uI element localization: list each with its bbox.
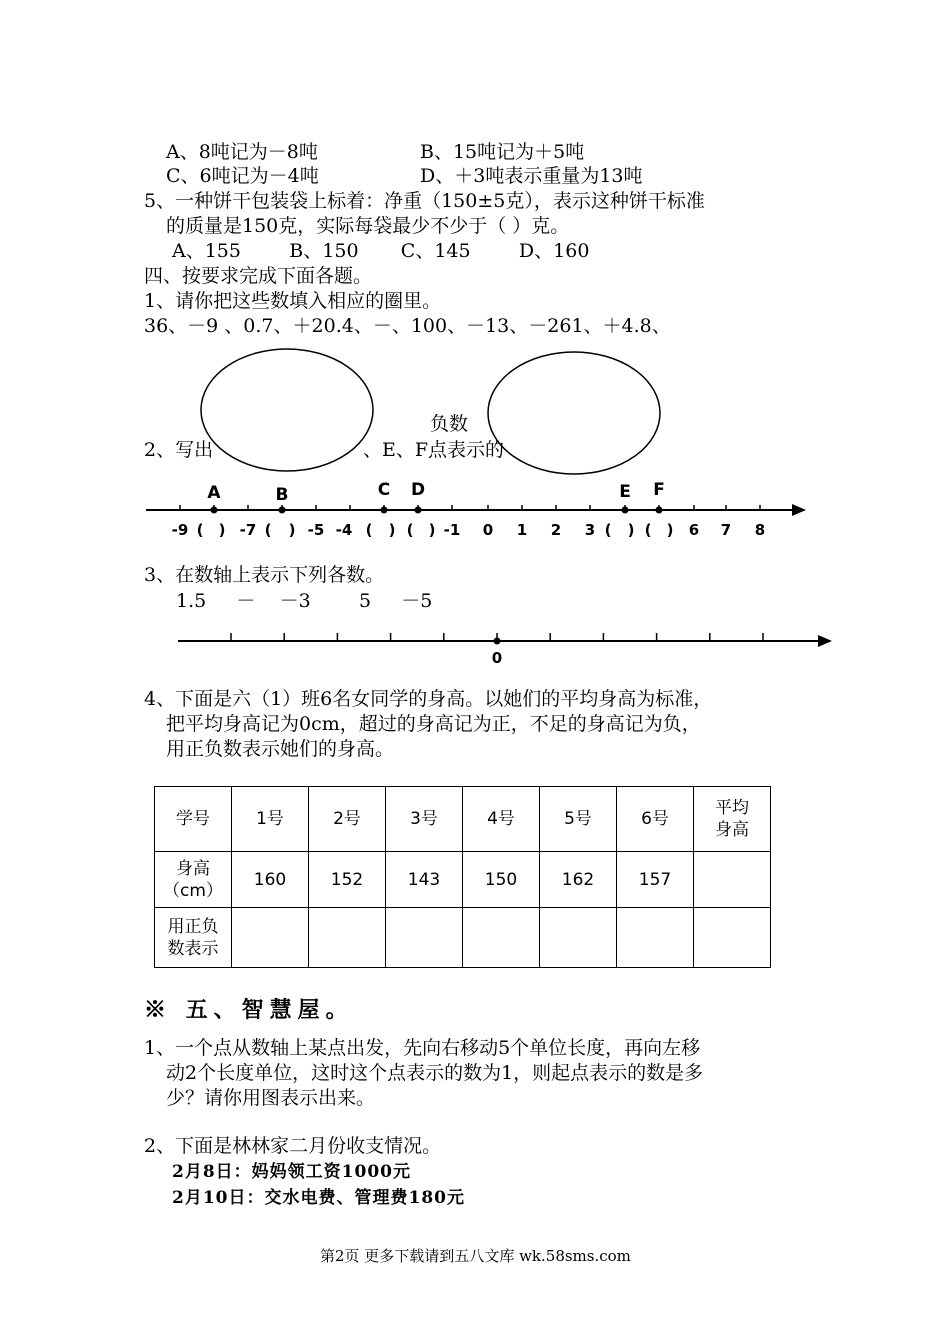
option-d: D、＋3吨表示重量为13吨 bbox=[420, 165, 643, 187]
height-cell[interactable] bbox=[694, 852, 771, 908]
income-item-1: 2月8日：妈妈领工资1000元 bbox=[172, 1162, 411, 1182]
problem-3-numbers: 1.5 － －3 5 －5 bbox=[176, 590, 433, 612]
section-5-q1-line2: 动2个长度单位，这时这个点表示的数为1，则起点表示的数是多 bbox=[166, 1062, 704, 1084]
problem-4-line1: 4、下面是六（1）班6名女同学的身高。以她们的平均身高为标准， bbox=[144, 688, 713, 710]
answer-cell[interactable] bbox=[540, 908, 617, 968]
answer-cell[interactable] bbox=[694, 908, 771, 968]
number-line-1-tick-label: -7 bbox=[239, 521, 257, 539]
problem-2-start: 2、写出 bbox=[144, 439, 214, 461]
height-cell: 152 bbox=[309, 852, 386, 908]
number-line-1-tick-label: -1 bbox=[443, 521, 461, 539]
number-line-2-arrow bbox=[818, 635, 832, 647]
number-line-1-tick-label: 1 bbox=[516, 521, 528, 539]
problem-1-numbers: 36、－9 、0.7、＋20.4、－、100、－13、－261、＋4.8、 bbox=[144, 315, 671, 337]
height-table bbox=[154, 786, 771, 968]
problem-3: 3、在数轴上表示下列各数。 bbox=[144, 564, 385, 586]
height-cell: 162 bbox=[540, 852, 617, 908]
section-5-q1-line3: 少？请你用图表示出来。 bbox=[166, 1087, 376, 1109]
number-line-1-tick-label: ) bbox=[288, 521, 296, 539]
number-line-1-tick-label: ) bbox=[666, 521, 674, 539]
number-line-1-point bbox=[279, 507, 286, 514]
height-cell: 160 bbox=[232, 852, 309, 908]
number-line-1-tick-label: ) bbox=[627, 521, 635, 539]
number-line-1-points bbox=[207, 480, 664, 514]
number-line-1-tick-label: ) bbox=[428, 521, 436, 539]
number-line-1-tick-label: -9 bbox=[171, 521, 189, 539]
answer-cell[interactable] bbox=[463, 908, 540, 968]
number-line-1-tick-label: 2 bbox=[550, 521, 562, 539]
option-b: B、15吨记为＋5吨 bbox=[420, 141, 585, 163]
height-cell: 143 bbox=[386, 852, 463, 908]
negative-circle-label: 负数 bbox=[430, 413, 469, 435]
number-line-1-point bbox=[211, 507, 218, 514]
positive-number-circle bbox=[201, 349, 373, 471]
number-line-1-tick-label: -5 bbox=[307, 521, 325, 539]
question-5-options: A、155 B、150 C、145 D、160 bbox=[172, 240, 590, 262]
section-5-q1-line1: 1、一个点从数轴上某点出发，先向右移动5个单位长度，再向左移 bbox=[144, 1037, 701, 1059]
answer-cell[interactable] bbox=[309, 908, 386, 968]
number-line-1-tick-label: -4 bbox=[335, 521, 353, 539]
option-c: C、6吨记为－4吨 bbox=[166, 165, 319, 187]
row-label: 身高 （cm） bbox=[155, 852, 232, 908]
header-cell: 6号 bbox=[617, 787, 694, 852]
table-row bbox=[155, 908, 771, 968]
number-line-1-tick-label: ) bbox=[388, 521, 396, 539]
section-5-heading: ※ 五、智慧屋。 bbox=[144, 997, 354, 1023]
header-cell: 4号 bbox=[463, 787, 540, 852]
problem-1: 1、请你把这些数填入相应的圈里。 bbox=[144, 290, 442, 312]
question-5-line1: 5、一种饼干包装袋上标着：净重（150±5克），表示这种饼干标准 bbox=[144, 190, 705, 212]
height-cell: 157 bbox=[617, 852, 694, 908]
number-line-1-tick-label: ( bbox=[264, 521, 272, 539]
number-line-1-tick-label: ( bbox=[604, 521, 612, 539]
page-footer: 第2页 更多下载请到五八文库 wk.58sms.com bbox=[320, 1247, 631, 1265]
number-line-1-point-label: F bbox=[653, 480, 665, 500]
number-line-1-point-label: D bbox=[410, 480, 426, 500]
problem-2-tail: 、E、F点表示的 bbox=[363, 439, 505, 461]
number-line-1-tick-label: ( bbox=[644, 521, 652, 539]
answer-cell[interactable] bbox=[617, 908, 694, 968]
number-line-2-zero-label: 0 bbox=[491, 649, 503, 667]
number-line-1-point bbox=[381, 507, 388, 514]
header-cell: 1号 bbox=[232, 787, 309, 852]
number-line-1-tick-label: 8 bbox=[754, 521, 766, 539]
problem-4-line3: 用正负数表示她们的身高。 bbox=[166, 738, 395, 760]
number-line-1-arrow bbox=[792, 504, 806, 516]
section-4-heading: 四、按要求完成下面各题。 bbox=[144, 265, 373, 287]
number-line-1-point-label: B bbox=[275, 485, 289, 505]
number-line-1-tick-label: ) bbox=[218, 521, 226, 539]
number-line-1-tick-label: ( bbox=[365, 521, 373, 539]
number-line-1-point-label: E bbox=[619, 482, 631, 502]
option-a: A、8吨记为－8吨 bbox=[166, 141, 318, 163]
height-cell: 150 bbox=[463, 852, 540, 908]
number-line-1-tick-label: ( bbox=[196, 521, 204, 539]
number-line-1-tick-label: 3 bbox=[584, 521, 596, 539]
answer-cell[interactable] bbox=[386, 908, 463, 968]
negative-number-circle bbox=[488, 352, 660, 474]
table-header-row bbox=[155, 787, 771, 852]
header-cell: 平均 身高 bbox=[694, 787, 771, 852]
number-line-1-point bbox=[656, 507, 663, 514]
answer-cell[interactable] bbox=[232, 908, 309, 968]
problem-4-line2: 把平均身高记为0cm，超过的身高记为正，不足的身高记为负， bbox=[166, 713, 701, 735]
income-item-2: 2月10日：交水电费、管理费180元 bbox=[172, 1188, 465, 1208]
header-cell: 2号 bbox=[309, 787, 386, 852]
number-line-1-point-label: A bbox=[207, 483, 221, 503]
section-5-q2: 2、下面是林林家二月份收支情况。 bbox=[144, 1135, 442, 1157]
number-line-1-point bbox=[415, 507, 422, 514]
question-5-line2: 的质量是150克，实际每袋最少不少于（ ）克。 bbox=[166, 215, 570, 237]
header-cell: 5号 bbox=[540, 787, 617, 852]
number-line-1-tick-label: ( bbox=[406, 521, 414, 539]
number-line-1-point bbox=[622, 507, 629, 514]
number-line-1-point-label: C bbox=[377, 480, 391, 500]
header-cell: 学号 bbox=[155, 787, 232, 852]
header-cell: 3号 bbox=[386, 787, 463, 852]
number-line-1-tick-label: 6 bbox=[688, 521, 700, 539]
number-line-1-tick-label: 0 bbox=[482, 521, 494, 539]
table-row bbox=[155, 852, 771, 908]
number-line-1-tick-label: 7 bbox=[720, 521, 732, 539]
number-line-2-origin bbox=[494, 638, 501, 645]
row-label: 用正负 数表示 bbox=[155, 908, 232, 968]
